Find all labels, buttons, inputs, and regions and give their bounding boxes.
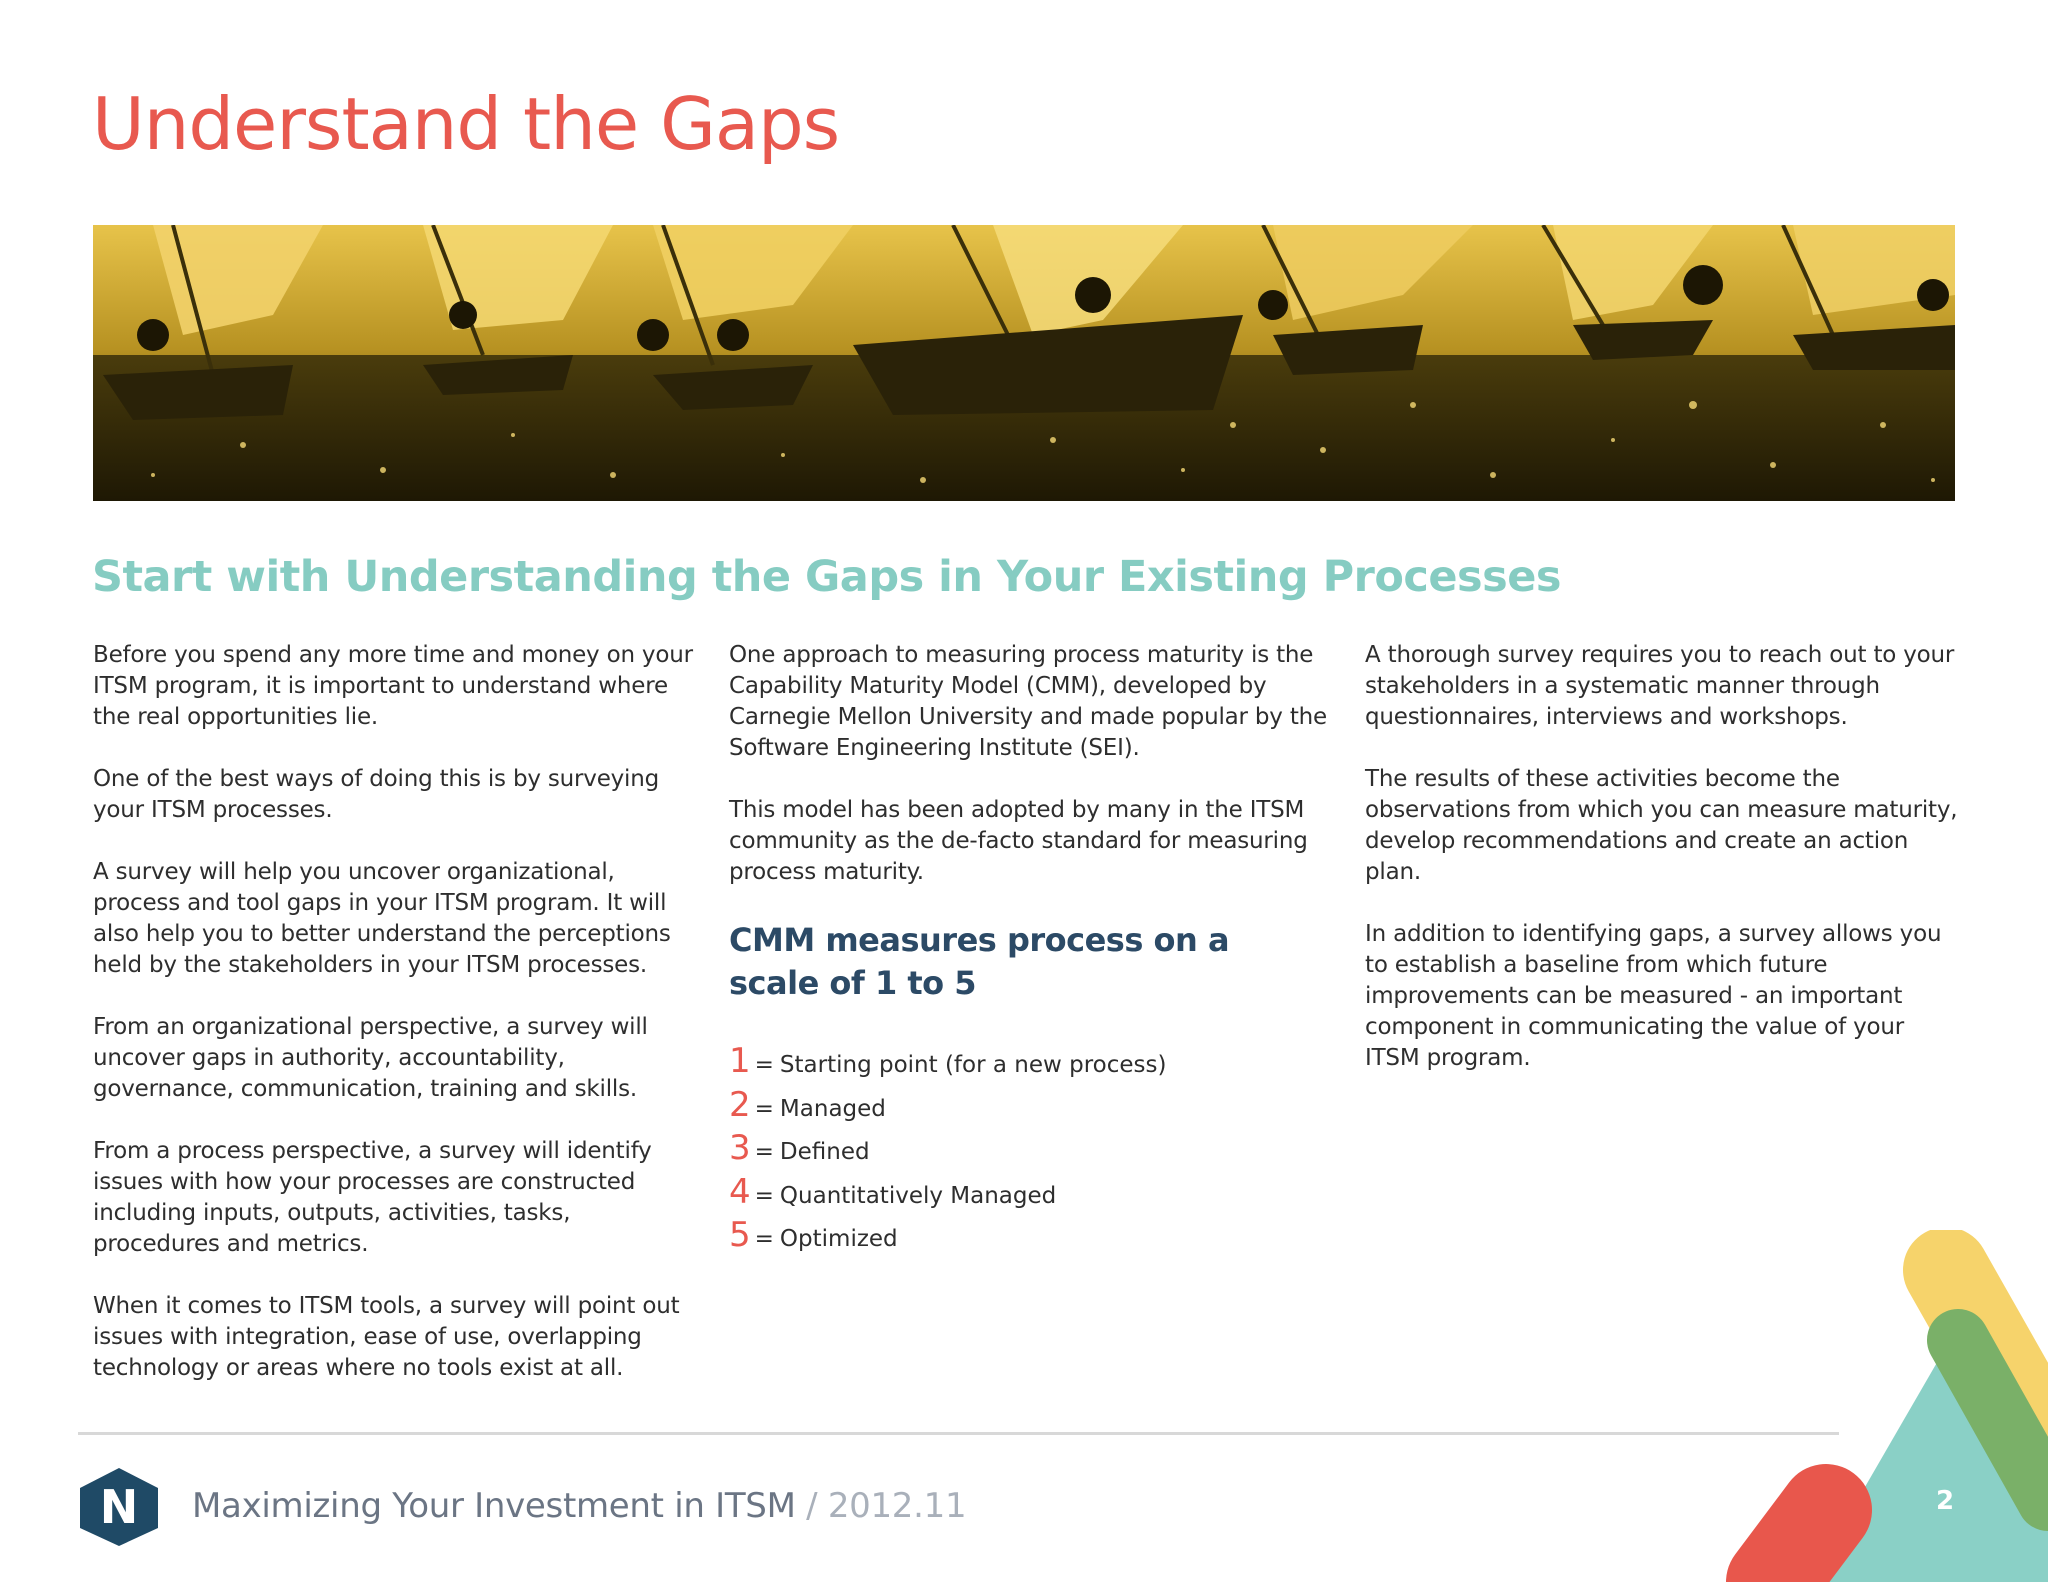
scale-label: Quantitatively Managed xyxy=(779,1182,1057,1209)
paragraph: In addition to identifying gaps, a survey allows you to establish a baseline from which future improvements can be measured - an important component in communicating the value of your ITSM program. xyxy=(1365,921,1942,1071)
paragraph: One approach to measuring process maturity is the Capability Maturity Model (CMM), developed by Carnegie Mellon University and made popular by the Software Engineering Institute (SEI). xyxy=(729,642,1327,761)
scale-separator: = xyxy=(754,1182,774,1209)
paragraph: When it comes to ITSM tools, a survey will point out issues with integration, ease of use, overlapping technology or areas where no tools exist at all. xyxy=(93,1293,680,1381)
scale-number: 1 xyxy=(729,1041,751,1081)
footer-title: Maximizing Your Investment in ITSM xyxy=(192,1486,796,1526)
sailboats-photo-icon xyxy=(93,225,1955,501)
scale-number: 2 xyxy=(729,1084,751,1125)
cmm-heading: CMM measures process on a scale of 1 to 5 xyxy=(729,921,1230,1002)
footer-date: 2012.11 xyxy=(827,1486,967,1526)
cmm-scale-list xyxy=(729,1041,1329,1259)
scale-label: Defined xyxy=(779,1139,870,1165)
page-title: Understand the Gaps xyxy=(92,82,840,166)
paragraph: From an organizational perspective, a survey will uncover gaps in authority, accountability, governance, communication, training and skills. xyxy=(93,1014,648,1102)
section-subtitle: Start with Understanding the Gaps in Your Existing Processes xyxy=(92,552,1561,602)
banner-image xyxy=(93,225,1955,501)
column-1 xyxy=(93,640,693,1415)
scale-number: 5 xyxy=(729,1215,751,1255)
column-3 xyxy=(1365,640,1965,1105)
scale-label: Optimized xyxy=(779,1226,898,1252)
scale-number: 3 xyxy=(729,1128,751,1168)
paragraph: One of the best ways of doing this is by surveying your ITSM processes. xyxy=(93,766,660,823)
logo-letter: N xyxy=(99,1480,139,1534)
scale-label: Starting point (for a new process) xyxy=(779,1052,1167,1078)
page-number: 2 xyxy=(1935,1486,1955,1516)
scale-separator: = xyxy=(754,1095,774,1122)
scale-label: Managed xyxy=(779,1095,886,1122)
company-logo-icon xyxy=(78,1466,160,1548)
paragraph: The results of these activities become the observations from which you can measure maturity, develop recommendations and create an action plan. xyxy=(1365,766,1958,885)
paragraph: A survey will help you uncover organizational, process and tool gaps in your ITSM program. It will also help you to better understand the perceptions held by the stakeholders in your ITSM processes. xyxy=(93,859,671,978)
scale-separator: = xyxy=(754,1052,774,1078)
list-item xyxy=(729,1215,1329,1259)
list-item xyxy=(729,1128,1329,1172)
footer-document-title xyxy=(192,1486,966,1526)
footer-slash: / xyxy=(795,1486,828,1526)
scale-separator: = xyxy=(754,1139,774,1165)
list-item xyxy=(729,1172,1329,1216)
footer-divider xyxy=(78,1432,1839,1435)
decorative-triangle-icon xyxy=(1700,1230,2048,1582)
paragraph: This model has been adopted by many in the ITSM community as the de-facto standard for measuring process maturity. xyxy=(729,797,1308,885)
paragraph: A thorough survey requires you to reach out to your stakeholders in a systematic manner through questionnaires, interviews and workshops. xyxy=(1365,642,1955,730)
list-item xyxy=(729,1041,1329,1085)
paragraph: From a process perspective, a survey will identify issues with how your processes are constructed including inputs, outputs, activities, tasks, procedures and metrics. xyxy=(93,1138,652,1257)
scale-number: 4 xyxy=(729,1171,751,1212)
column-2 xyxy=(729,640,1329,1259)
paragraph: Before you spend any more time and money on your ITSM program, it is important to understand where the real opportunities lie. xyxy=(93,642,693,730)
scale-separator: = xyxy=(754,1226,774,1252)
list-item xyxy=(729,1085,1329,1129)
